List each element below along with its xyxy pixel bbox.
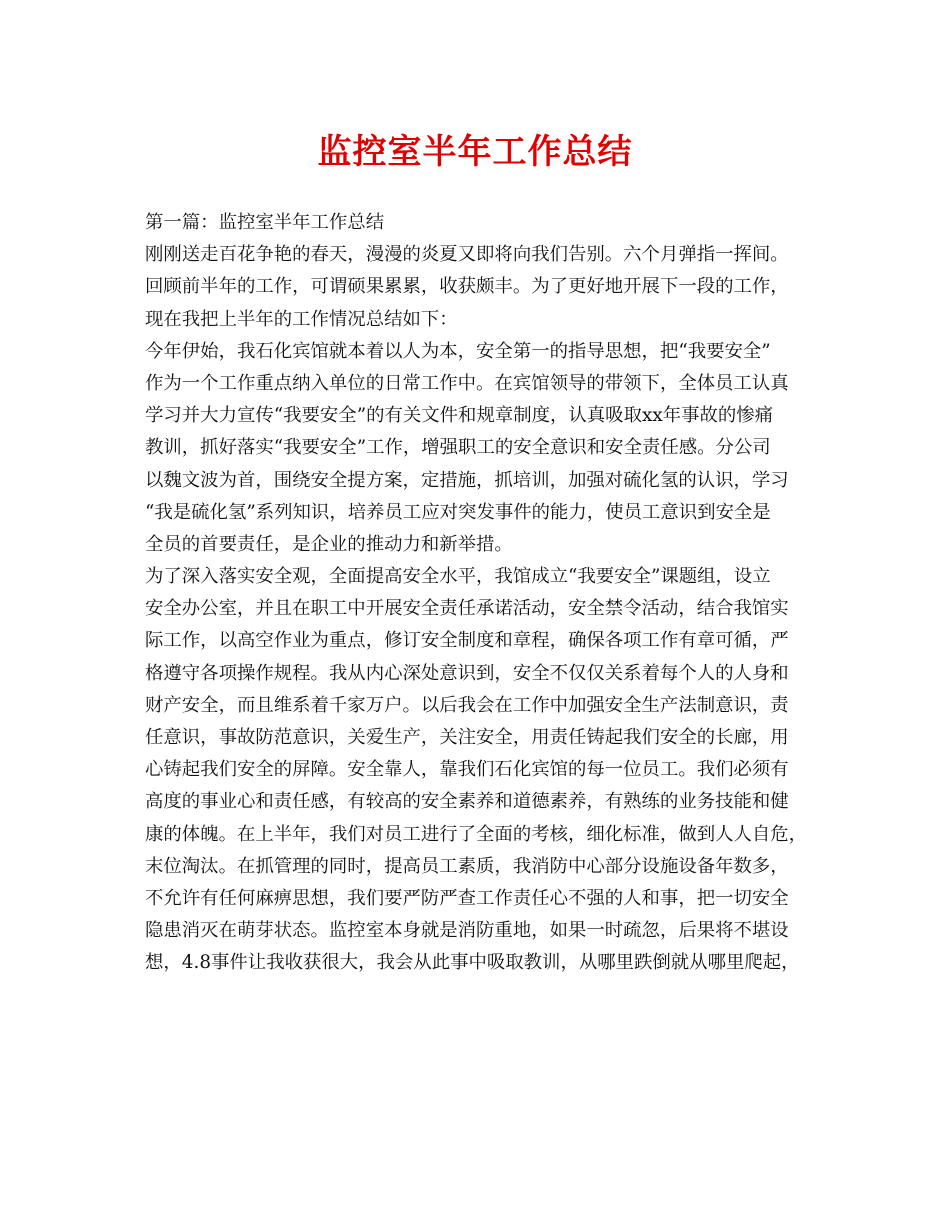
text-line: 康的体魄。在上半年，我们对员工进行了全面的考核，细化标准，做到人人自危，	[145, 823, 808, 845]
paragraph-3	[145, 561, 815, 979]
text-line: 隐患消灭在萌芽状态。监控室本身就是消防重地，如果一时疏忽，后果将不堪设	[145, 920, 789, 942]
text-line: 现在我把上半年的工作情况总结如下：	[145, 308, 458, 330]
text-line: 今年伊始，我石化宾馆就本着以人为本，安全第一的指导思想，把“我要安全”	[145, 340, 771, 362]
text-line: 回顾前半年的工作，可谓硕果累累，收获颇丰。为了更好地开展下一段的工作，	[145, 276, 789, 298]
text-line: 格遵守各项操作规程。我从内心深处意识到，安全不仅仅关系着每个人的人身和	[145, 662, 789, 684]
paragraph-2	[145, 336, 815, 561]
text-line: 不允许有任何麻痹思想，我们要严防严查工作责任心不强的人和事，把一切安全	[145, 887, 789, 909]
section-heading: 第一篇：监控室半年工作总结	[145, 212, 385, 233]
text-line: 心铸起我们安全的屏障。安全靠人，靠我们石化宾馆的每一位员工。我们必须有	[145, 759, 789, 781]
text-line: 学习并大力宣传“我要安全”的有关文件和规章制度，认真吸取xx年事故的惨痛	[145, 405, 774, 427]
paragraph-1	[145, 239, 815, 336]
text-line: 教训，抓好落实“我要安全”工作，增强职工的安全意识和安全责任感。分公司	[145, 437, 771, 459]
document-body	[145, 207, 815, 980]
text-line: 财产安全，而且维系着千家万户。以后我会在工作中加强安全生产法制意识，责	[145, 694, 789, 716]
text-line: “我是硫化氢”系列知识，培养员工应对突发事件的能力，使员工意识到安全是	[145, 501, 771, 523]
text-line: 全员的首要责任，是企业的推动力和新举措。	[145, 533, 513, 555]
text-line: 安全办公室，并且在职工中开展安全责任承诺活动，安全禁令活动，结合我馆实	[145, 598, 789, 620]
text-line: 际工作，以高空作业为重点，修订安全制度和章程，确保各项工作有章可循，严	[145, 630, 789, 652]
text-line: 想，4.8事件让我收获很大，我会从此事中吸取教训，从哪里跌倒就从哪里爬起，	[145, 952, 800, 974]
text-line: 高度的事业心和责任感，有较高的安全素养和道德素养，有熟练的业务技能和健	[145, 791, 789, 813]
text-line: 作为一个工作重点纳入单位的日常工作中。在宾馆领导的带领下，全体员工认真	[145, 372, 789, 394]
text-line: 为了深入落实安全观，全面提高安全水平，我馆成立“我要安全”课题组，设立	[145, 566, 771, 588]
document-title: 监控室半年工作总结	[317, 132, 633, 172]
text-line: 以魏文波为首，围绕安全提方案，定措施，抓培训，加强对硫化氢的认识，学习	[145, 469, 789, 491]
text-line: 末位淘汰。在抓管理的同时，提高员工素质，我消防中心部分设施设备年数多，	[145, 855, 789, 877]
text-line: 任意识，事故防范意识，关爱生产，关注安全，用责任铸起我们安全的长廊，用	[145, 727, 789, 749]
text-line: 刚刚送走百花争艳的春天，漫漫的炎夏又即将向我们告别。六个月弹指一挥间。	[145, 244, 789, 266]
